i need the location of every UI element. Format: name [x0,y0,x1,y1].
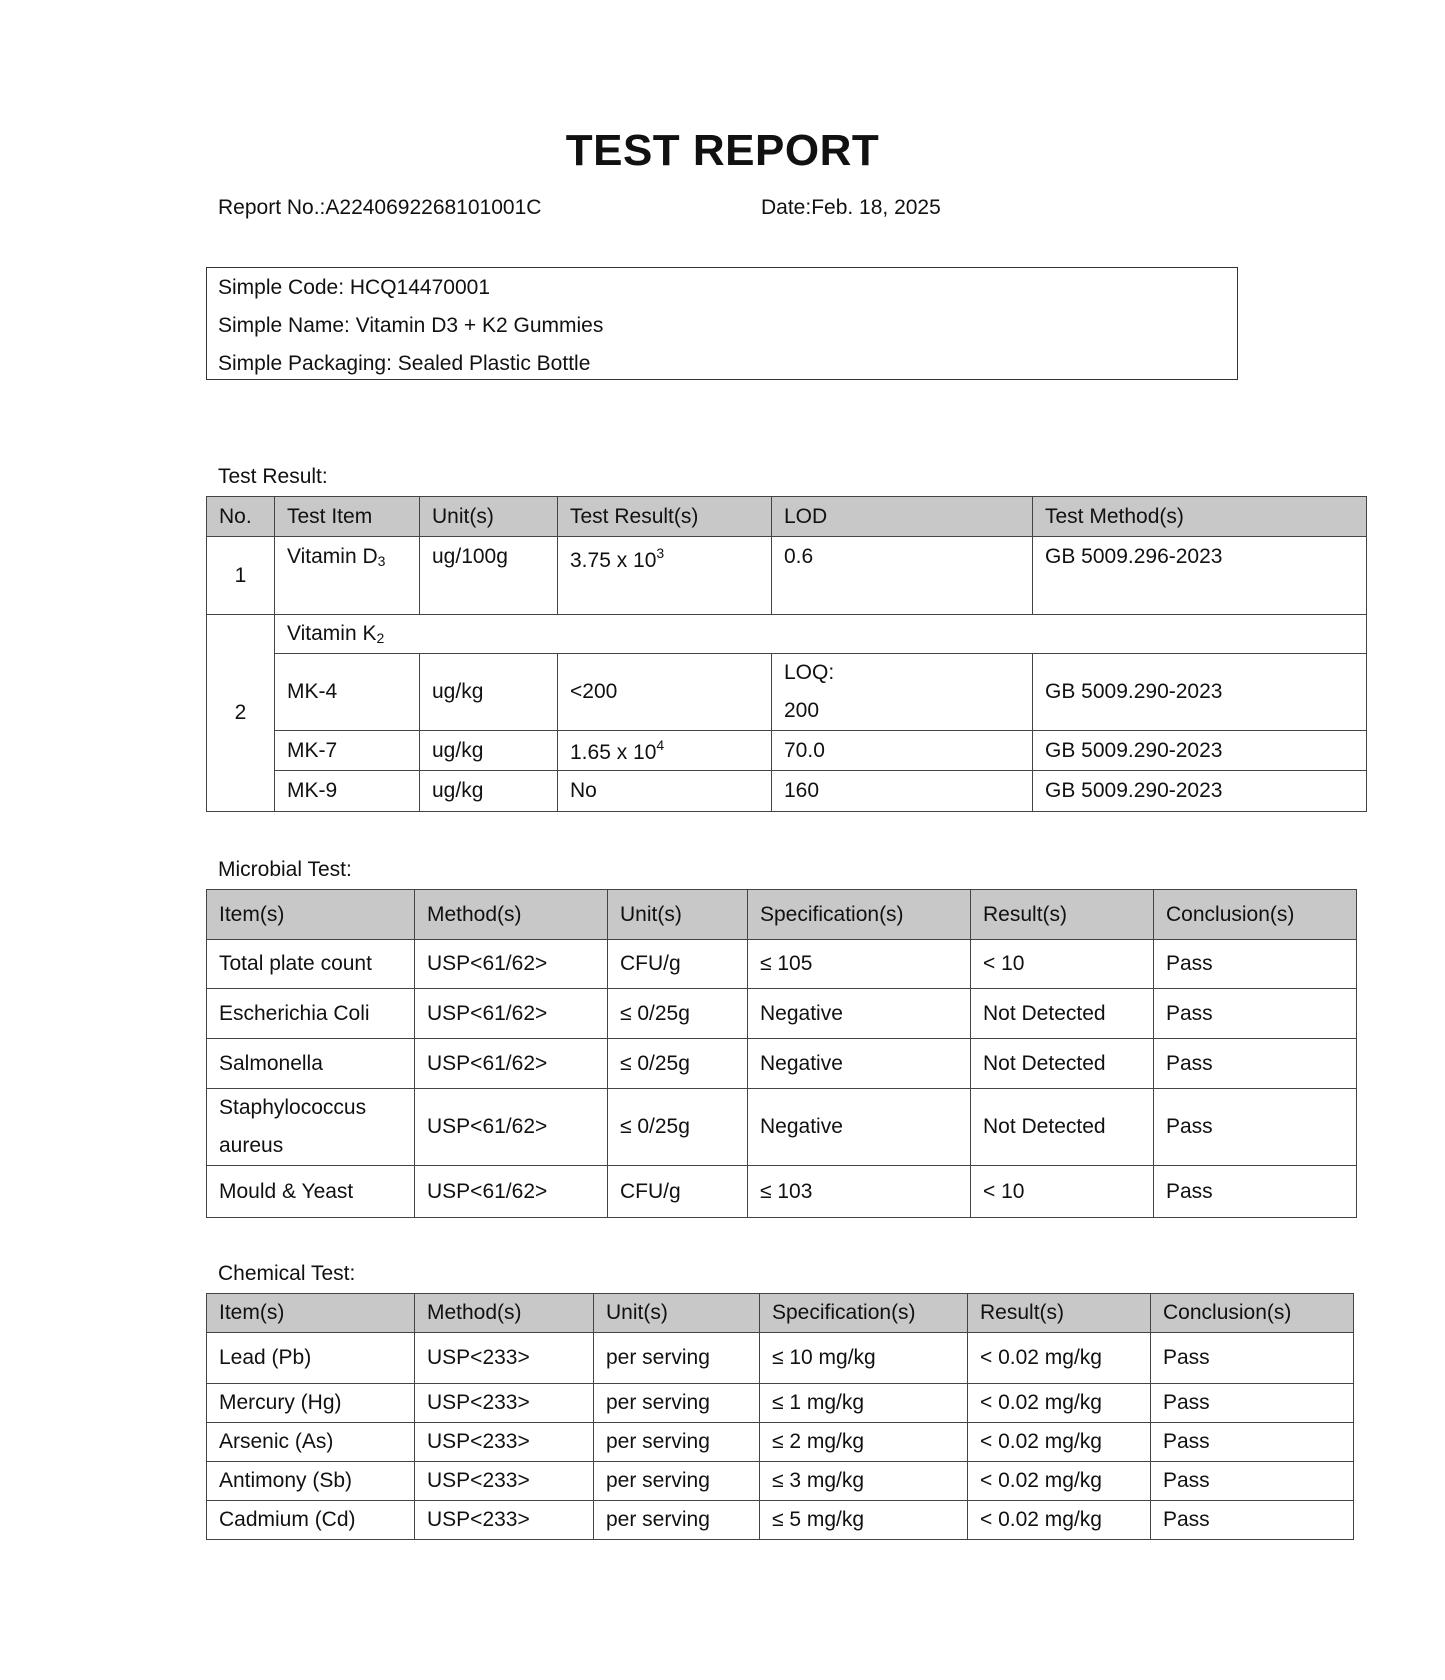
sample-info-box [206,267,1238,380]
header-method: Method(s) [415,890,608,940]
test-result-label: Test Result: [218,465,328,488]
result-cell: < 0.02 mg/kg [968,1384,1151,1423]
result-cell: Not Detected [971,1039,1154,1089]
result-cell: Not Detected [971,989,1154,1039]
spec-cell: ≤ 105 [748,940,971,989]
table-row [207,1423,1354,1462]
conclusion-cell: Pass [1151,1384,1354,1423]
header-conclusion: Conclusion(s) [1154,890,1357,940]
result-cell: < 0.02 mg/kg [968,1423,1151,1462]
header-unit: Unit(s) [608,890,748,940]
table-row [207,771,1367,812]
test-result-header-row [207,497,1367,537]
sample-code: Simple Code: HCQ14470001 [218,276,490,299]
mk4-item: MK-4 [275,654,420,731]
table-row [207,1333,1354,1384]
unit-cell: CFU/g [608,1166,748,1218]
microbial-test-table [206,889,1357,1218]
method-cell: USP<233> [415,1333,594,1384]
header-method: Method(s) [415,1294,594,1333]
header-unit: Unit(s) [420,497,558,537]
row-no: 2 [207,615,275,812]
report-title: TEST REPORT [565,126,880,175]
method-cell: USP<233> [415,1423,594,1462]
table-row [207,615,1367,654]
conclusion-cell: Pass [1151,1462,1354,1501]
method-cell: USP<61/62> [415,1039,608,1089]
conclusion-cell: Pass [1154,989,1357,1039]
item-cell: Staphylococcus aureus [207,1089,415,1166]
unit-cell: per serving [594,1462,760,1501]
method-cell: USP<61/62> [415,940,608,989]
header-item: Item(s) [207,890,415,940]
unit-cell: ≤ 0/25g [608,1089,748,1166]
conclusion-cell: Pass [1151,1423,1354,1462]
table-row [207,731,1367,771]
chemical-header-row [207,1294,1354,1333]
mk9-item: MK-9 [275,771,420,812]
mk9-lod: 160 [772,771,1033,812]
result-cell: < 0.02 mg/kg [968,1462,1151,1501]
item-cell: Escherichia Coli [207,989,415,1039]
table-row [207,1462,1354,1501]
table-row [207,537,1367,615]
unit-cell: per serving [594,1384,760,1423]
microbial-test-label: Microbial Test: [218,858,352,881]
item-cell: Mercury (Hg) [207,1384,415,1423]
item-cell: Mould & Yeast [207,1166,415,1218]
vitamin-d3-lod: 0.6 [772,537,1033,615]
mk4-lod: LOQ: 200 [772,654,1033,731]
conclusion-cell: Pass [1154,940,1357,989]
conclusion-cell: Pass [1151,1333,1354,1384]
mk7-method: GB 5009.290-2023 [1033,731,1367,771]
microbial-header-row [207,890,1357,940]
vitamin-d3-result: 3.75 x $10^3$ [558,537,772,615]
chemical-test-label: Chemical Test: [218,1262,356,1285]
spec-cell: ≤ 103 [748,1166,971,1218]
report-date: Date:Feb. 18, 2025 [761,196,941,219]
unit-cell: ≤ 0/25g [608,1039,748,1089]
table-row [207,1089,1357,1166]
header-test-result: Test Result(s) [558,497,772,537]
table-row [207,1166,1357,1218]
mk9-method: GB 5009.290-2023 [1033,771,1367,812]
mk4-method: GB 5009.290-2023 [1033,654,1367,731]
mk7-lod: 70.0 [772,731,1033,771]
mk7-result: 1.65 x $10^4$ [558,731,772,771]
result-cell: < 10 [971,1166,1154,1218]
header-specification: Specification(s) [748,890,971,940]
vitamin-d3-item: Vitamin $D_3$ [275,537,420,615]
unit-cell: per serving [594,1501,760,1540]
result-cell: < 10 [971,940,1154,989]
table-row [207,1039,1357,1089]
conclusion-cell: Pass [1154,1166,1357,1218]
test-result-table [206,496,1367,812]
table-row [207,940,1357,989]
vitamin-d3-unit: ug/100g [420,537,558,615]
unit-cell: per serving [594,1333,760,1384]
table-row [207,654,1367,731]
item-cell: Arsenic (As) [207,1423,415,1462]
item-cell: Salmonella [207,1039,415,1089]
result-cell: Not Detected [971,1089,1154,1166]
spec-cell: ≤ 2 mg/kg [760,1423,968,1462]
table-row [207,989,1357,1039]
mk4-result: <200 [558,654,772,731]
spec-cell: ≤ 1 mg/kg [760,1384,968,1423]
row-no: 1 [207,537,275,615]
vitamin-d3-method: GB 5009.296-2023 [1033,537,1367,615]
spec-cell: Negative [748,989,971,1039]
conclusion-cell: Pass [1154,1039,1357,1089]
spec-cell: Negative [748,1039,971,1089]
header-result: Result(s) [968,1294,1151,1333]
mk7-unit: ug/kg [420,731,558,771]
vitamin-k2-group: Vitamin $K_2$ [275,615,1367,654]
method-cell: USP<233> [415,1384,594,1423]
header-conclusion: Conclusion(s) [1151,1294,1354,1333]
header-test-method: Test Method(s) [1033,497,1367,537]
sample-name: Simple Name: Vitamin D3 + K2 Gummies [218,314,604,337]
mk9-unit: ug/kg [420,771,558,812]
method-cell: USP<233> [415,1501,594,1540]
result-cell: < 0.02 mg/kg [968,1333,1151,1384]
spec-cell: ≤ 10 mg/kg [760,1333,968,1384]
header-no: No. [207,497,275,537]
spec-cell: ≤ 3 mg/kg [760,1462,968,1501]
item-cell: Lead (Pb) [207,1333,415,1384]
conclusion-cell: Pass [1151,1501,1354,1540]
header-result: Result(s) [971,890,1154,940]
table-row [207,1501,1354,1540]
unit-cell: per serving [594,1423,760,1462]
header-lod: LOD [772,497,1033,537]
method-cell: USP<61/62> [415,1166,608,1218]
method-cell: USP<233> [415,1462,594,1501]
header-unit: Unit(s) [594,1294,760,1333]
spec-cell: ≤ 5 mg/kg [760,1501,968,1540]
mk4-unit: ug/kg [420,654,558,731]
header-test-item: Test Item [275,497,420,537]
chemical-test-table [206,1293,1354,1540]
sample-packaging: Simple Packaging: Sealed Plastic Bottle [218,352,591,375]
item-cell: Total plate count [207,940,415,989]
header-specification: Specification(s) [760,1294,968,1333]
method-cell: USP<61/62> [415,989,608,1039]
mk7-item: MK-7 [275,731,420,771]
report-number: Report No.:A2240692268101001C [218,196,542,219]
result-cell: < 0.02 mg/kg [968,1501,1151,1540]
unit-cell: CFU/g [608,940,748,989]
conclusion-cell: Pass [1154,1089,1357,1166]
unit-cell: ≤ 0/25g [608,989,748,1039]
mk9-result: No [558,771,772,812]
item-cell: Cadmium (Cd) [207,1501,415,1540]
table-row [207,1384,1354,1423]
method-cell: USP<61/62> [415,1089,608,1166]
spec-cell: Negative [748,1089,971,1166]
item-cell: Antimony (Sb) [207,1462,415,1501]
header-item: Item(s) [207,1294,415,1333]
